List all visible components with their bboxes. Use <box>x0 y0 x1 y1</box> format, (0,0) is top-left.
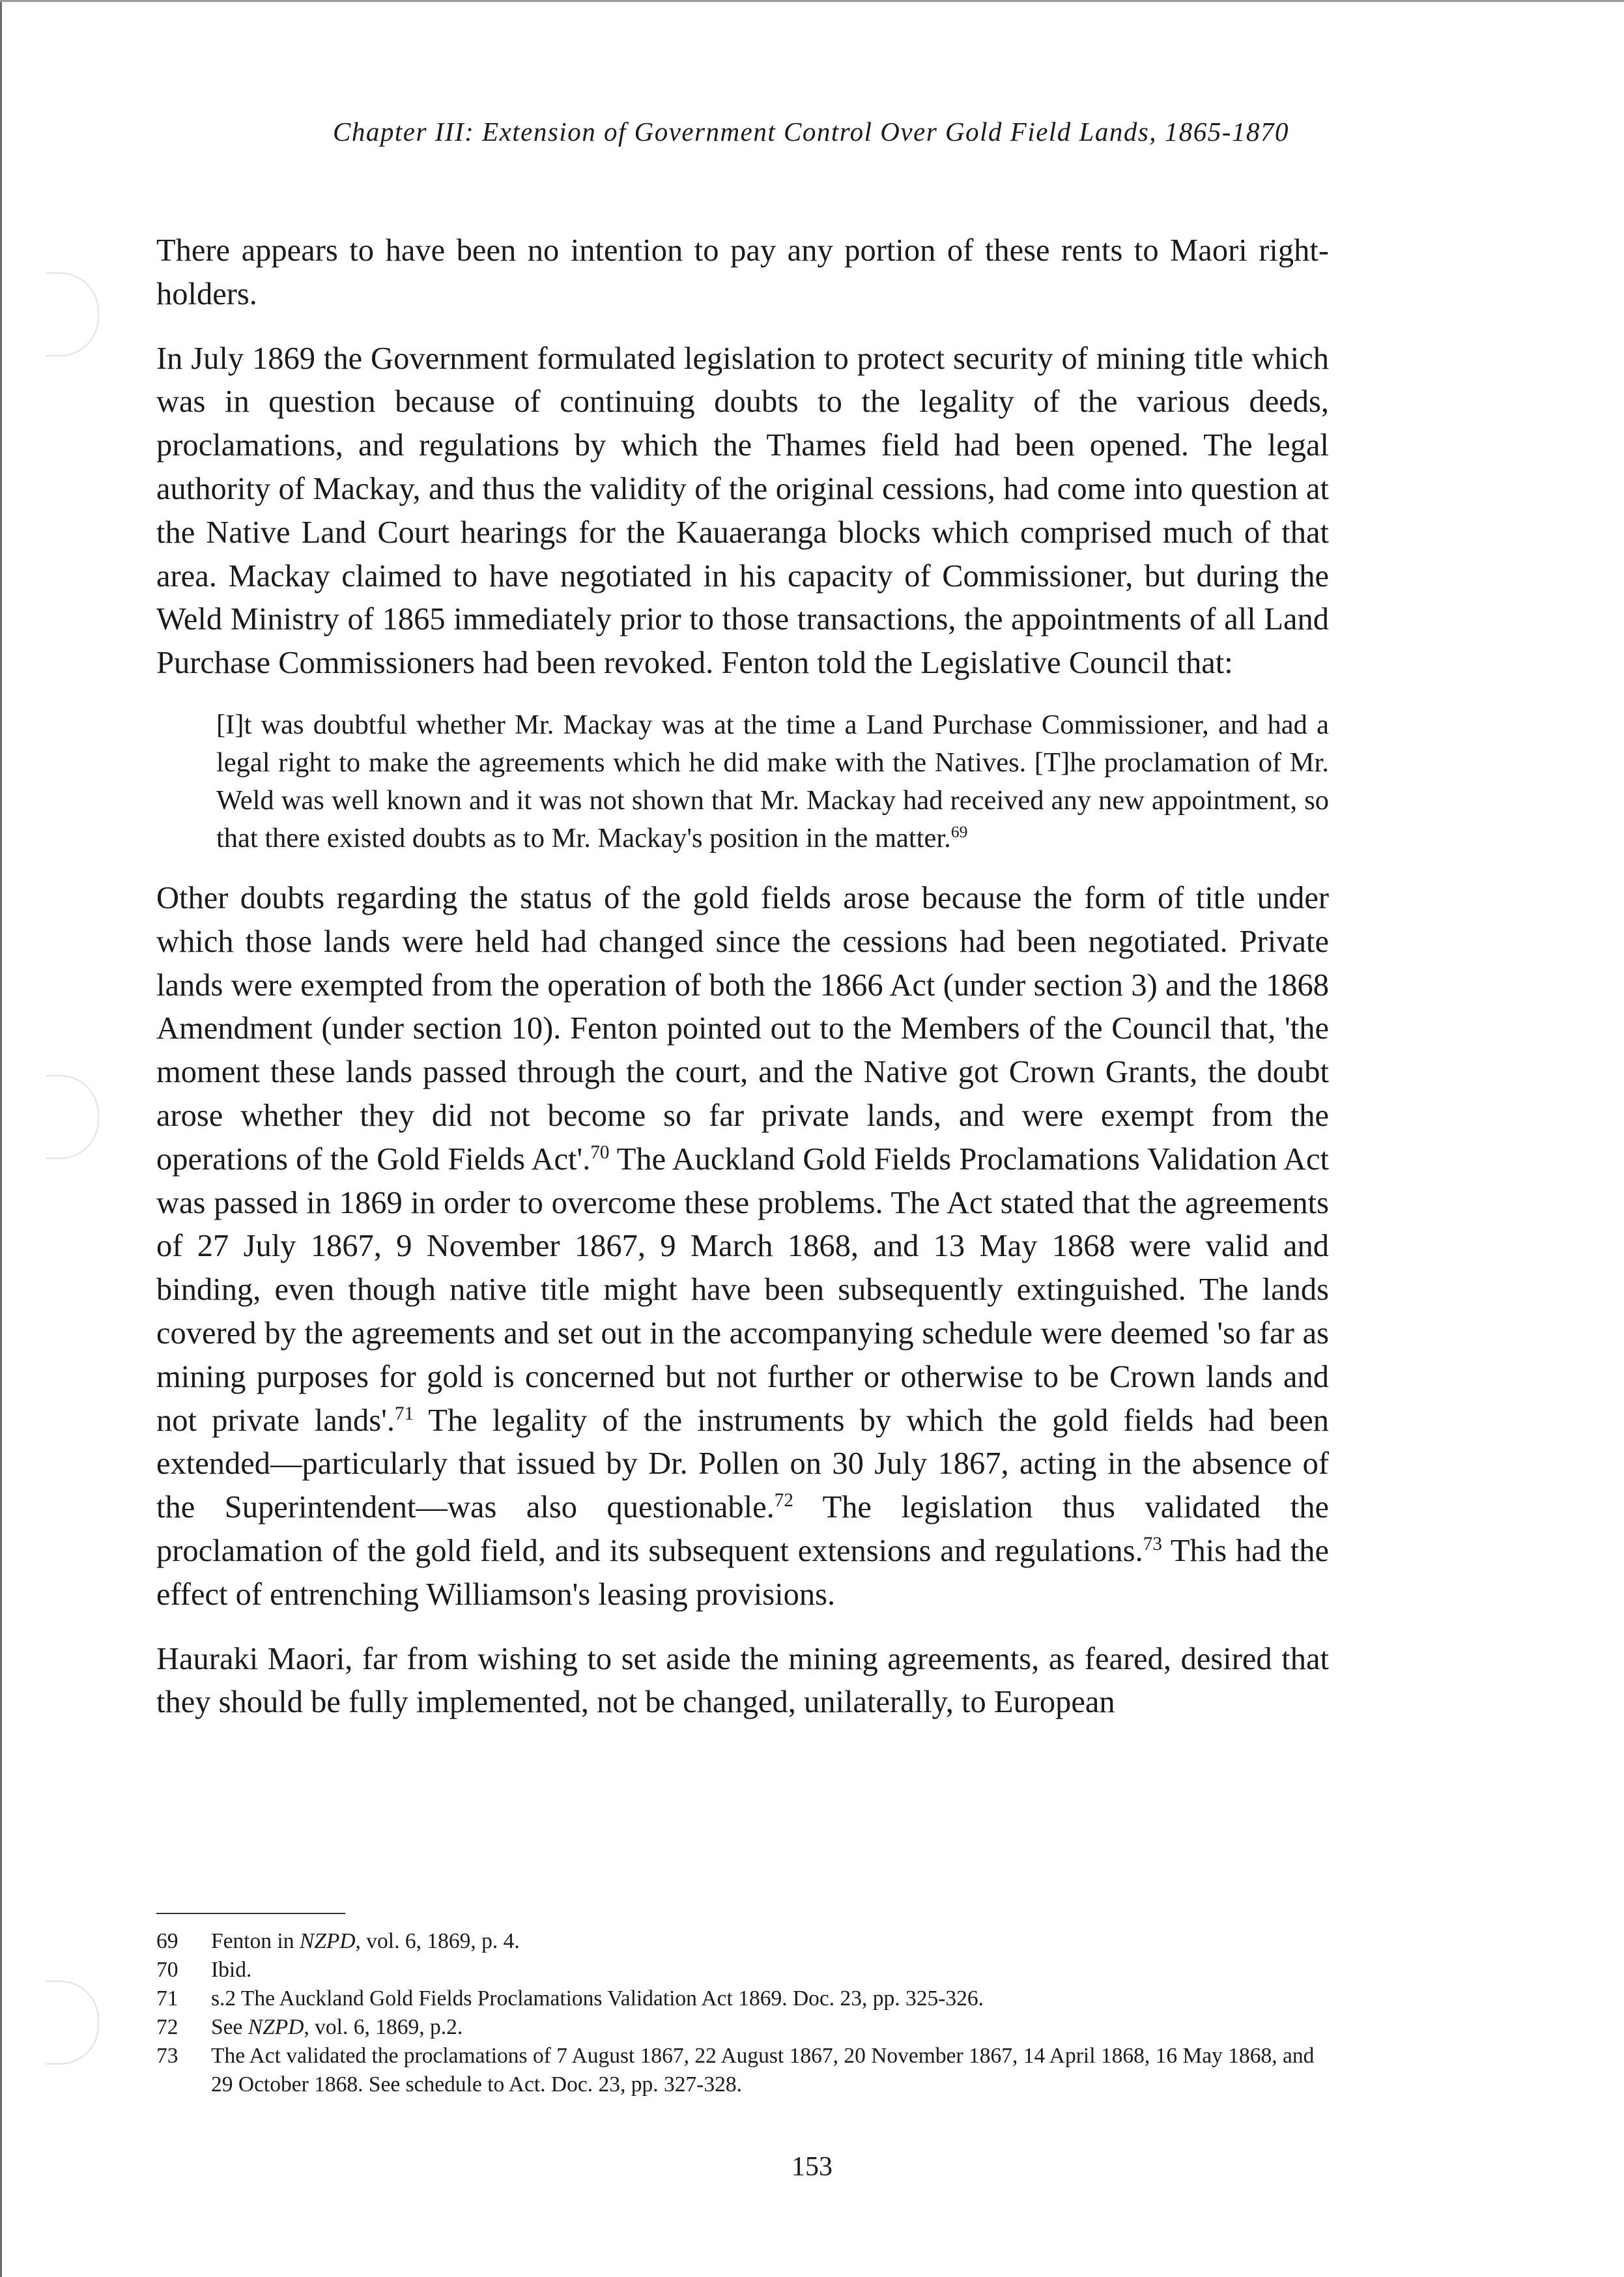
punch-hole-mark-1 <box>46 272 99 356</box>
footnote-text: The Act validated the proclamations of 7 August 1867, 22 August 1867, 20 November 1867, 14 April 1868, 16 May 1868, and 29 October 1868. See schedule to Act. Doc. 23, pp. 327-328. <box>211 2044 1315 2097</box>
footnote-number: 71 <box>156 1986 178 2011</box>
footnote-ref-73: 73 <box>1143 1533 1162 1554</box>
paragraph-4: Hauraki Maori, far from wishing to set aside the mining agreements, as feared, desired that they should be fully implemented, not be changed, unilaterally, to European <box>156 1641 1329 1720</box>
punch-hole-mark-3 <box>46 1981 99 2065</box>
page-number: 153 <box>791 2152 833 2182</box>
paragraph-2: In July 1869 the Government formulated legislation to protect security of mining title which was in question because of continuing doubts to the legality of the various deeds, proclamations, and regulations by which the Thames field had been opened. The legal authority of Mackay, and thus the validity of the original cessions, had come into question at the Native Land Court hearings for the Kauaeranga blocks which comprised much of that area. Mackay claimed to have negotiated in his capacity of Commissioner, but during the Weld Ministry of 1865 immediately prior to those transactions, the appointments of all Land Purchase Commissioners had been revoked. Fenton told the Legislative Council that: <box>156 341 1329 681</box>
footnote-ref-71: 71 <box>395 1403 414 1424</box>
paragraph-3-part-c: The legality of the instruments by which the gold fields had been extended—particularly that issued by Dr. Pollen on 30 July 1867, acting in the absence of the Superintendent—was also questionable. <box>156 1403 1329 1525</box>
footnote-73 <box>156 2042 1329 2099</box>
footnote-text: Fenton in <box>211 1929 300 1953</box>
paragraph-3-part-d: The legislation thus validated the proclamation of the gold field, and its subsequent extensions and regulations. <box>156 1490 1329 1568</box>
footnote-69 <box>156 1927 1329 1956</box>
footnotes <box>156 1927 1329 2099</box>
running-head: Chapter III: Extension of Government Control Over Gold Field Lands, 1865-1870 <box>333 117 1289 147</box>
footnote-number: 72 <box>156 2015 178 2039</box>
scan-edge-top <box>0 0 1624 2</box>
footnote-number: 70 <box>156 1958 178 1982</box>
paragraph-3-part-e: This had the effect of entrenching Williamson's leasing provisions. <box>156 1533 1329 1612</box>
footnote-text-end: , vol. 6, 1869, p. 4. <box>355 1929 520 1953</box>
footnote-text: See <box>211 2015 248 2039</box>
paragraph-1: There appears to have been no intention to pay any portion of these rents to Maori right-holders. <box>156 233 1329 311</box>
footnote-journal: NZPD <box>299 1929 356 1953</box>
paragraph-3 <box>156 877 1329 1617</box>
footnote-rule <box>156 1913 345 1914</box>
block-quote <box>216 706 1329 857</box>
body-text <box>156 229 1329 1745</box>
footnote-71 <box>156 1984 1329 2013</box>
scan-edge-left <box>0 0 2 2277</box>
paragraph-3-part-a: Other doubts regarding the status of the gold fields arose because the form of title under which those lands were held had changed since the cessions had been negotiated. Private lands were exempted from the operation of both the 1866 Act (under section 3) and the 1868 Amendment (under section 10). Fenton pointed out to the Members of the Council that, 'the moment these lands passed through the court, and the Native got Crown Grants, the doubt arose whether they did not become so far private lands, and were exempt from the operations of the Gold Fields Act'. <box>156 880 1329 1177</box>
footnote-number: 73 <box>156 2044 178 2068</box>
footnote-ref-70: 70 <box>590 1141 610 1163</box>
footnote-text-end: , vol. 6, 1869, p.2. <box>304 2015 463 2039</box>
paragraph-3-part-b: The Auckland Gold Fields Proclamations Validation Act was passed in 1869 in order to overcome these problems. The Act stated that the agreements of 27 July 1867, 9 November 1867, 9 March 1868, and 13 May 1868 were valid and binding, even though native title might have been subsequently extinguished. The lands covered by the agreements and set out in the accompanying schedule were deemed 'so far as mining purposes for gold is concerned but not further or otherwise to be Crown lands and not private lands'. <box>156 1141 1329 1438</box>
punch-hole-mark-2 <box>46 1075 99 1159</box>
footnote-text: Ibid. <box>211 1958 252 1982</box>
footnote-ref-69: 69 <box>950 822 968 841</box>
footnote-text: s.2 The Auckland Gold Fields Proclamations Validation Act 1869. Doc. 23, pp. 325-326. <box>211 1986 984 2011</box>
block-quote-text: [I]t was doubtful whether Mr. Mackay was at the time a Land Purchase Commissioner, and had a legal right to make the agreements which he did make with the Natives. [T]he proclamation of Mr. Weld was well known and it was not shown that Mr. Mackay had received any new appointment, so that there existed doubts as to Mr. Mackay's position in the matter. <box>216 709 1329 853</box>
footnote-72 <box>156 2013 1329 2042</box>
footnote-ref-72: 72 <box>774 1489 793 1511</box>
footnote-journal: NZPD <box>248 2015 304 2039</box>
footnote-number: 69 <box>156 1929 178 1953</box>
footnote-70 <box>156 1956 1329 1984</box>
